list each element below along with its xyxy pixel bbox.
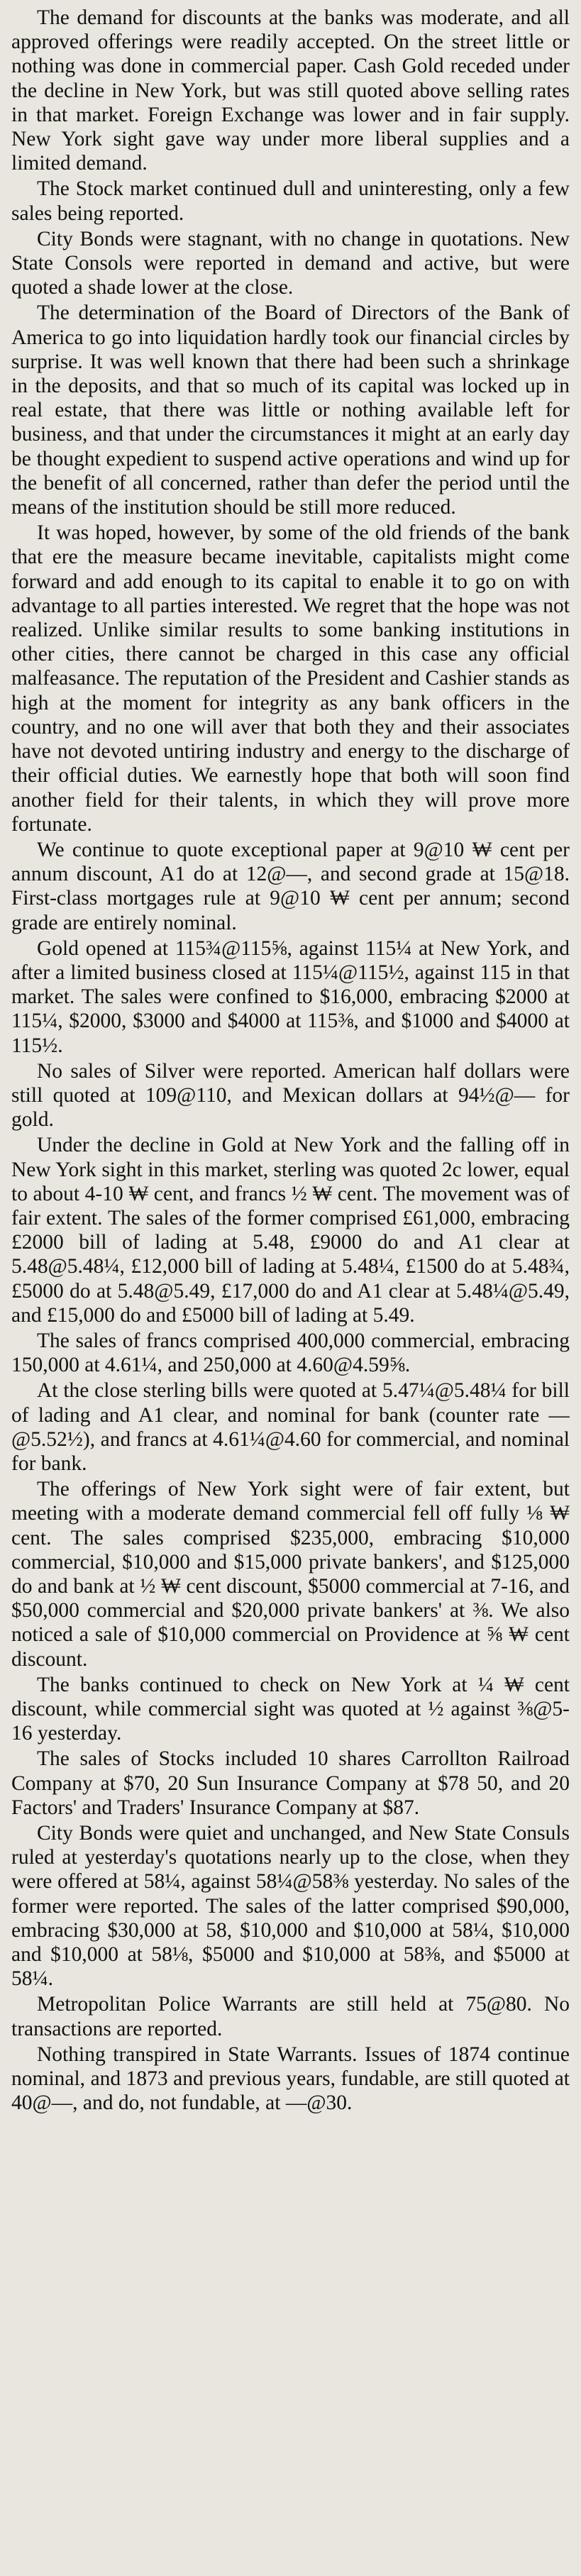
paragraph-police-warrants: Metropolitan Police Warrants are still held at 75@80. No transactions are reported. (11, 1993, 570, 2040)
paragraph-sterling: Under the decline in Gold at New York and the falling off in New York sight in this market, sterling was quoted 2c lower, equal to about 4-10 ₩ cent, and francs ½ ₩ cent. The movement was of fair extent. The sales of the former comprised £61,000, embracing £2000 bill of lading at 5.48, £9000 do and A1 clear at 5.48@5.48¼, £12,000 bill of lading at 5.48¼, £1500 do at 5.48¾, £5000 do at 5.48@5.49, £17,000 do and A1 clear at 5.48¼@5.49, and £15,000 do and £5000 bill of lading at 5.49. (11, 1134, 570, 1327)
paragraph-stocks: The sales of Stocks included 10 shares Carrollton Railroad Company at $70, 20 Sun Insurance Company at $78 50, and 20 Factors' and Traders' Insurance Company at $87. (11, 1747, 570, 1819)
paragraph-gold: Gold opened at 115¾@115⅝, against 115¼ at New York, and after a limited business closed at 115¼@115½, against 115 in that market. The sales were confined to $16,000, embracing $2000 at 115¼, $2000, $3000 and $4000 at 115⅜, and $1000 and $4000 at 115½. (11, 936, 570, 1057)
paragraph-city-bonds: City Bonds were stagnant, with no change in quotations. New State Consols were reported in demand and active, but were quoted a shade lower at the close. (11, 227, 570, 299)
paragraph-state-warrants: Nothing transpired in State Warrants. Issues of 1874 continue nominal, and 1873 and previous years, fundable, are still quoted at 40@—, and do, not fundable, at —@30. (11, 2042, 570, 2115)
paragraph-silver: No sales of Silver were reported. American half dollars were still quoted at 109@110, and Mexican dollars at 94½@— for gold. (11, 1059, 570, 1132)
paragraph-paper-rates: We continue to quote exceptional paper at 9@10 ₩ cent per annum discount, A1 do at 12@—, and second grade at 15@18. First-class mortgages rule at 9@10 ₩ cent per annum; second grade are entirely nominal. (11, 838, 570, 934)
paragraph-close-rates: At the close sterling bills were quoted at 5.47¼@5.48¼ for bill of lading and A1 clear, and nominal for bank (counter rate —@5.52½), and francs at 4.61¼@4.60 for commercial, and nominal for bank. (11, 1379, 570, 1475)
paragraph-discounts: The demand for discounts at the banks was moderate, and all approved offerings were readily accepted. On the street little or nothing was done in commercial paper. Cash Gold receded under the decline in New York, but was still quoted above selling rates in that market. Foreign Exchange was lower and in fair supply. New York sight gave way under more liberal supplies and a limited demand. (11, 6, 570, 175)
paragraph-bank-liquidation: The determination of the Board of Directors of the Bank of America to go into liquidation hardly took our financial circles by surprise. It was well known that there had been such a shrinkage in the deposits, and that so much of its capital was locked up in real estate, that there was little or nothing available left for business, and that under the circumstances it might at an early day be thought expedient to suspend active operations and wind up for the benefit of all concerned, rather than defer the period until the means of the institution should be still more reduced. (11, 302, 570, 519)
paragraph-stock-market: The Stock market continued dull and uninteresting, only a few sales being reported. (11, 177, 570, 225)
article-column (11, 6, 570, 2570)
paragraph-francs: The sales of francs comprised 400,000 commercial, embracing 150,000 at 4.61¼, and 250,000 at 4.60@4.59⅝. (11, 1329, 570, 1377)
paragraph-bank-hope: It was hoped, however, by some of the old friends of the bank that ere the measure became inevitable, capitalists might come forward and add enough to its capital to enable it to go on with advantage to all parties interested. We regret that the hope was not realized. Unlike similar results to some banking institutions in other cities, there cannot be charged in this case any official malfeasance. The reputation of the President and Cashier stands as high at the moment for integrity as any bank officers in the country, and no one will aver that both they and their associates have not devoted untiring industry and energy to the discharge of their official duties. We earnestly hope that both will soon find another field for their talents, in which they will prove more fortunate. (11, 521, 570, 836)
paragraph-bank-checks: The banks continued to check on New York at ¼ ₩ cent discount, while commercial sight was quoted at ½ against ⅜@5-16 yesterday. (11, 1673, 570, 1745)
paragraph-consols: City Bonds were quiet and unchanged, and New State Consuls ruled at yesterday's quotations nearly up to the close, when they were offered at 58¼, against 58¼@58⅜ yesterday. No sales of the former were reported. The sales of the latter comprised $90,000, embracing $30,000 at 58, $10,000 and $10,000 at 58¼, $10,000 and $10,000 at 58⅛, $5000 and $10,000 at 58⅜, and $5000 at 58¼. (11, 1822, 570, 1991)
paragraph-new-york-sight: The offerings of New York sight were of fair extent, but meeting with a moderate demand commercial fell off fully ⅛ ₩ cent. The sales comprised $235,000, embracing $10,000 commercial, $10,000 and $15,000 private bankers', and $125,000 do and bank at ½ ₩ cent discount, $5000 commercial at 7-16, and $50,000 commercial and $20,000 private bankers' at ⅜. We also noticed a sale of $10,000 commercial on Providence at ⅝ ₩ cent discount. (11, 1478, 570, 1671)
